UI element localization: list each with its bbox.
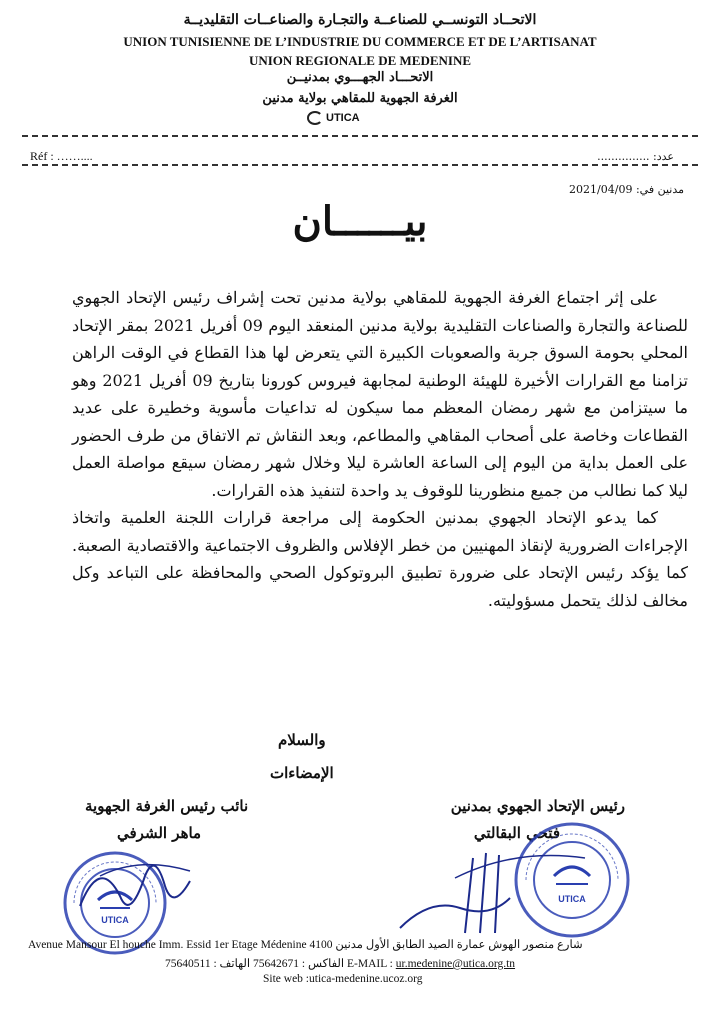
date-line: مدنين في: 2021/04/09 — [569, 183, 684, 196]
left-signature — [70, 836, 210, 936]
footer-fax: الفاكس : 75642671 — [253, 958, 345, 970]
signatory-right-title: رئيس الإتحاد الجهوي بمدنين — [450, 797, 625, 815]
utica-logo-text: UTICA — [326, 112, 360, 124]
utica-logo-icon — [307, 111, 323, 125]
right-stamp-text: UTICA — [558, 894, 586, 904]
header-arabic-chamber: الغرفة الجهوية للمقاهي بولاية مدنين — [262, 91, 458, 106]
body-paragraph-2: كما يدعو الإتحاد الجهوي بمدنين الحكومة إلى مراجعة قرارات اللجنة العلمية واتخاذ الإجراءات الضرورية لإنقاذ المهنيين من خطر الإفلاس والظروف الاجتماعية والاقتصادية الصعبة. كما يؤكد رئيس الإتحاد على ضرورة تطبيق البروتوكول الصحي والمحافظة على التباعد وكل مخالف لذلك يتحمل مسؤوليته. — [72, 508, 688, 610]
footer-website[interactable]: Site web :utica-medenine.ucoz.org — [263, 973, 423, 985]
right-signature — [395, 838, 595, 938]
footer-address — [28, 937, 583, 951]
header-french-regional: UNION REGIONALE DE MEDENINE — [248, 53, 472, 68]
header-arabic-regional: الاتحـــاد الجهـــوي بمدنيــن — [286, 70, 434, 85]
footer-address-fr: Avenue Mansour El houche Imm. Essid 1er Etage Médenine 4100 — [28, 939, 333, 951]
header-divider-bottom — [22, 164, 698, 166]
utica-logo — [307, 111, 360, 125]
footer-contact — [165, 956, 515, 970]
footer-email-label: E-MAIL : — [347, 958, 393, 970]
reference-label: Réf : …….... — [30, 149, 93, 163]
statement-body — [72, 284, 688, 614]
closing-salutation: والسلام — [278, 731, 326, 749]
number-label: عدد: ............... — [597, 150, 674, 163]
signatory-left-name: ماهر الشرفي — [117, 824, 202, 842]
footer-address-ar: شارع منصور الهوش عمارة الصيد الطابق الأول مدنين — [335, 939, 583, 951]
header-divider-top — [22, 135, 698, 137]
header-french-union: UNION TUNISIENNE DE L’INDUSTRIE DU COMMERCE ET DE L’ARTISANAT — [123, 34, 597, 49]
header-arabic-union: الاتحــاد التونســي للصناعــة والتجـارة والصناعــات التقليديــة — [183, 12, 537, 28]
footer-email-link[interactable]: ur.medenine@utica.org.tn — [395, 958, 516, 970]
signatures-heading: الإمضاءات — [270, 764, 334, 782]
document-title: بيــــــان — [292, 198, 428, 245]
signatory-left-title: نائب رئيس الغرفة الجهوية — [85, 797, 249, 815]
footer-phone: الهاتف : 75640511 — [165, 958, 251, 970]
left-stamp-text: UTICA — [101, 915, 129, 925]
body-paragraph-1: على إثر اجتماع الغرفة الجهوية للمقاهي بولاية مدنين تحت إشراف رئيس الإتحاد الجهوي للصناعة والتجارة والصناعات التقليدية بولاية مدنين المنعقد اليوم 09 أفريل 2021 بمقر الإتحاد المحلي بحومة السوق جربة والصعوبات الكبيرة التي يتعرض لها هذا القطاع في الوقت الراهن تزامنا مع القرارات الأخيرة للهيئة الوطنية لمجابهة فيروس كورونا بتاريخ 09 أفريل 2021 وهو ما سيتزامن مع شهر رمضان المعظم مما سيكون له تداعيات مأسوية وخطيرة على عديد القطاعات وخاصة على أصحاب المقاهي والمطاعم، وبعد النقاش تم الاتفاق من طرف الحضور على العمل بداية من اليوم إلى الساعة العاشرة ليلا وخلال شهر رمضان سيقع مواصلة العمل ليلا كما نطالب من جميع منظورينا للوقوف يد واحدة لتنفيذ هذه القرارات. — [72, 288, 689, 500]
signatory-right-name: فتحي البقالتي — [473, 824, 560, 842]
